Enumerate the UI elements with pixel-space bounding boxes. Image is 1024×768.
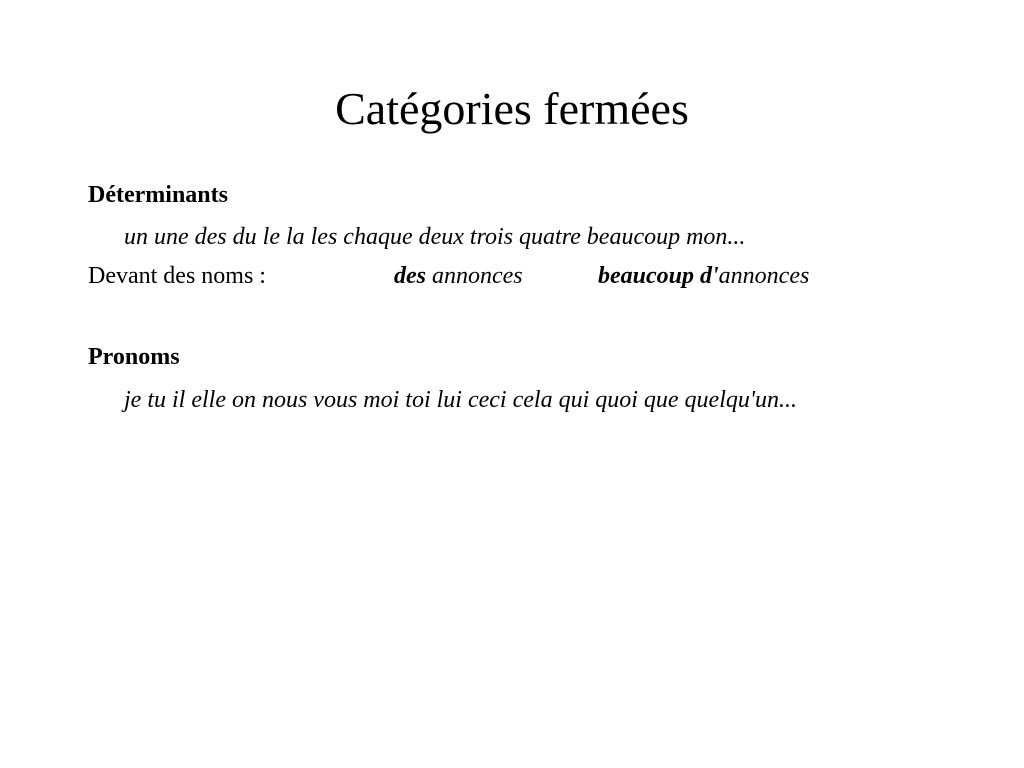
determinants-heading: Déterminants xyxy=(88,182,228,208)
example-label: Devant des noms : xyxy=(88,263,266,289)
pronoms-list: je tu il elle on nous vous moi toi lui ceci cela qui quoi que quelqu'un... xyxy=(124,387,798,413)
pronoms-heading: Pronoms xyxy=(88,344,180,370)
determinants-list: un une des du le la les chaque deux trois quatre beaucoup mon... xyxy=(124,224,746,250)
example-des-annonces xyxy=(394,261,523,291)
example-beaucoup-annonces xyxy=(598,261,809,291)
example-beaucoup-noun: annonces xyxy=(718,263,810,289)
example-des-noun: annonces xyxy=(426,263,523,289)
slide-title: Catégories fermées xyxy=(335,83,689,134)
example-des-determiner: des xyxy=(394,263,426,289)
example-beaucoup-determiner: beaucoup d' xyxy=(598,263,719,289)
